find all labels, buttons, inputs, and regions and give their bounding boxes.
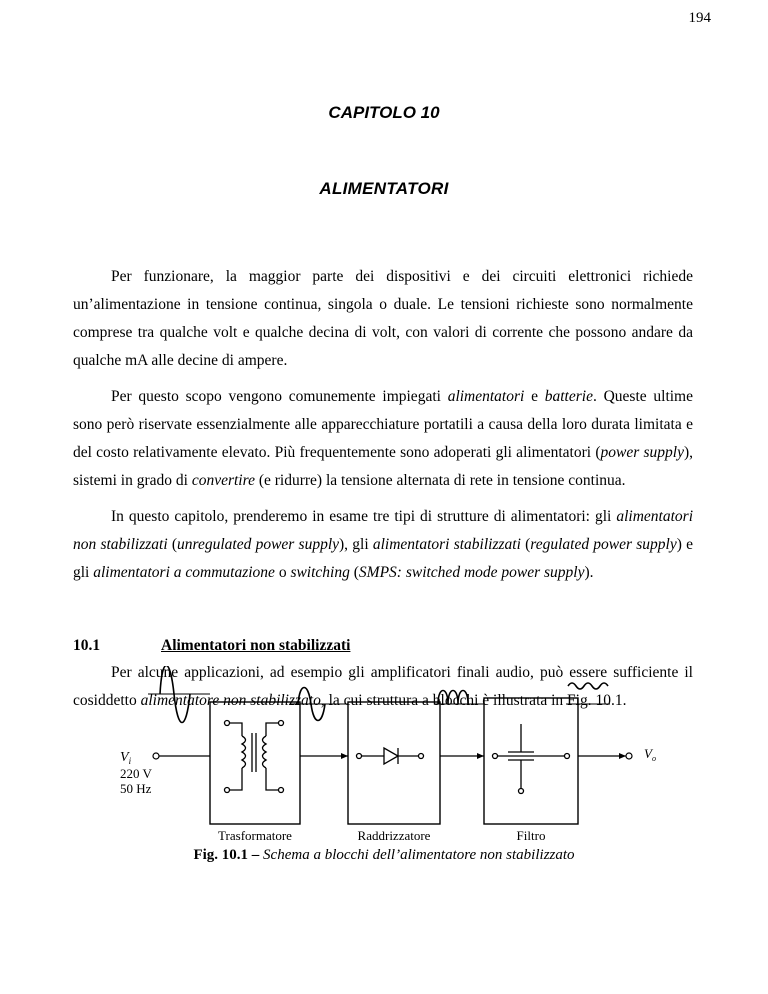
rectified-wave-icon — [434, 691, 484, 705]
italic-term: alimentatori a commutazione — [93, 564, 275, 581]
transformer-icon — [225, 721, 284, 793]
capacitor-icon — [493, 724, 570, 794]
input-terminal-icon — [153, 753, 159, 759]
block-diagram-svg — [100, 666, 660, 846]
italic-term: SMPS: switched mode power supply — [358, 564, 585, 581]
section-paragraph: Per alcune applicazioni, ad esempio gli amplificatori finali audio, può essere sufficiente il cosiddetto alimentatore non stabilizzato, la cui struttura a blocchi è illustrata in Fig. 10.1. — [73, 664, 693, 709]
italic-term: unregulated power supply — [177, 536, 340, 553]
transformer-label: Trasformatore — [218, 828, 292, 843]
intro-paragraph: Per funzionare, la maggior parte dei dispositivi e dei circuiti elettronici richiede un’alimentazione in tensione continua, singola o duale. Le tensioni richieste sono normalmente comprese tra qualche volt e qualche decina di volt, con valori di corrente che possono andare da qualche mA alle decine di ampere. — [73, 268, 693, 369]
intro-paragraph: In questo capitolo, prenderemo in esame tre tipi di strutture di alimentatori: gli alimentatori non stabilizzati (unregulated power supply), gli alimentatori stabilizzati (regulated power supply) e gli alimentatori a commutazione o switching (SMPS: switched mode power supply). — [73, 508, 694, 581]
chapter-title: ALIMENTATORI — [319, 179, 449, 198]
italic-term: convertire — [191, 472, 255, 489]
italic-term: alimentatori — [447, 388, 525, 405]
italic-term: alimentatori stabilizzati — [372, 536, 521, 553]
italic-term: alimentatori non stabilizzati — [73, 508, 693, 553]
filtered-wave-icon — [566, 683, 610, 704]
rectifier-block — [348, 702, 440, 824]
figure-caption — [0, 847, 768, 864]
input-voltage-label: 220 V — [120, 766, 152, 781]
filter-label: Filtro — [516, 828, 546, 843]
output-label: $V_o$ — [644, 746, 656, 763]
sine-wave-icon — [148, 666, 210, 723]
transformer-block — [210, 702, 300, 824]
rectifier-label: Raddrizzatore — [357, 828, 431, 843]
figure-caption-label: Fig. 10.1 – — [193, 847, 260, 863]
italic-term: power supply — [600, 444, 684, 461]
output-terminal-icon — [626, 753, 632, 759]
italic-term: alimentatore non stabilizzato — [140, 692, 321, 709]
chapter-label: CAPITOLO 10 — [328, 103, 440, 122]
italic-term: switching — [290, 564, 350, 581]
page-number: 194 — [688, 10, 711, 26]
intro-text — [73, 263, 693, 587]
input-label: $V_i$ — [120, 750, 132, 766]
italic-term: regulated power supply — [530, 536, 677, 553]
input-frequency-label: 50 Hz — [120, 781, 152, 796]
intro-paragraph: Per questo scopo vengono comunemente impiegati alimentatori e batterie. Queste ultime sono però riservate essenzialmente alle apparecchiature portatili a causa della loro durata limitata e del costo relativamente elevato. Più frequentemente sono adoperati gli alimentatori (power supply), sistemi in grado di convertire (e ridurre) la tensione alternata di rete in tensione continua. — [73, 388, 693, 489]
section-title: Alimentatori non stabilizzati — [161, 637, 351, 654]
filter-block — [484, 698, 578, 824]
section-heading — [73, 637, 350, 655]
block-diagram — [100, 666, 660, 846]
section-number: 10.1 — [73, 637, 101, 654]
reduced-sine-wave-icon — [290, 688, 348, 721]
figure-caption-text: Schema a blocchi dell’alimentatore non stabilizzato — [263, 847, 575, 863]
diode-icon — [357, 748, 424, 764]
italic-term: batterie — [544, 388, 593, 405]
